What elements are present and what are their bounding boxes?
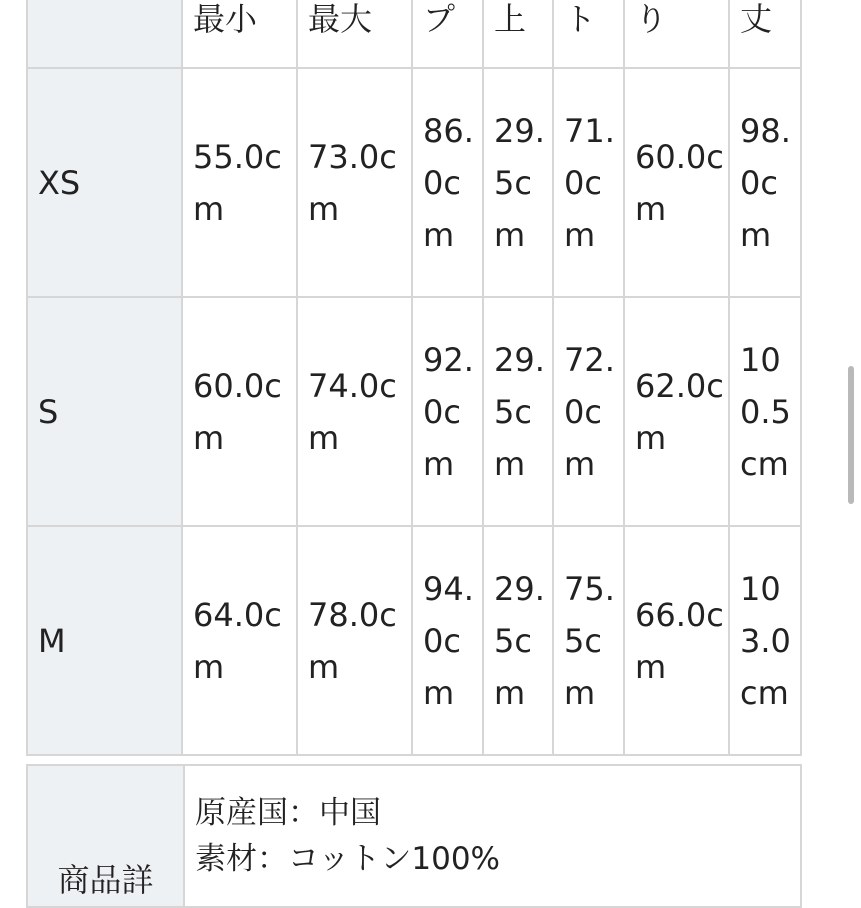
header-cell: 最小: [182, 0, 297, 68]
table-cell: 29.5cm: [483, 297, 553, 526]
table-cell: 74.0cm: [297, 297, 412, 526]
size-label: M: [27, 526, 182, 755]
table-cell: 55.0cm: [182, 68, 297, 297]
header-cell: 上: [483, 0, 553, 68]
product-details-table: [26, 764, 802, 908]
table-cell: 29.5cm: [483, 68, 553, 297]
table-cell: 71.0cm: [553, 68, 624, 297]
table-cell: 103.0cm: [729, 526, 801, 755]
detail-line: 原産国：中国: [195, 795, 381, 831]
table-cell: 98.0cm: [729, 68, 801, 297]
size-label: S: [27, 297, 182, 526]
table-cell: 60.0cm: [182, 297, 297, 526]
table-cell: 62.0cm: [624, 297, 729, 526]
header-cell: [27, 0, 182, 68]
header-cell: り: [624, 0, 729, 68]
table-cell: 29.5cm: [483, 526, 553, 755]
table-header-row: [27, 0, 801, 68]
table-row: [27, 297, 801, 526]
table-cell: 92.0cm: [412, 297, 483, 526]
table-cell: 78.0cm: [297, 526, 412, 755]
header-cell: 最大: [297, 0, 412, 68]
header-cell: プ: [412, 0, 483, 68]
table-cell: 64.0cm: [182, 526, 297, 755]
details-row: [27, 765, 801, 907]
table-row: [27, 526, 801, 755]
detail-line: 素材：コットン100%: [195, 841, 501, 877]
table-cell: 66.0cm: [624, 526, 729, 755]
details-label: 商品詳: [27, 765, 184, 907]
table-cell: 60.0cm: [624, 68, 729, 297]
table-cell: 75.5cm: [553, 526, 624, 755]
table-row: [27, 68, 801, 297]
table-cell: 86.0cm: [412, 68, 483, 297]
size-label: XS: [27, 68, 182, 297]
table-cell: 94.0cm: [412, 526, 483, 755]
header-cell: 丈: [729, 0, 801, 68]
details-content: [184, 765, 801, 907]
header-cell: ト: [553, 0, 624, 68]
scrollbar-thumb[interactable]: [848, 366, 854, 504]
size-chart-table: [26, 0, 802, 756]
table-cell: 73.0cm: [297, 68, 412, 297]
table-cell: 100.5cm: [729, 297, 801, 526]
table-cell: 72.0cm: [553, 297, 624, 526]
